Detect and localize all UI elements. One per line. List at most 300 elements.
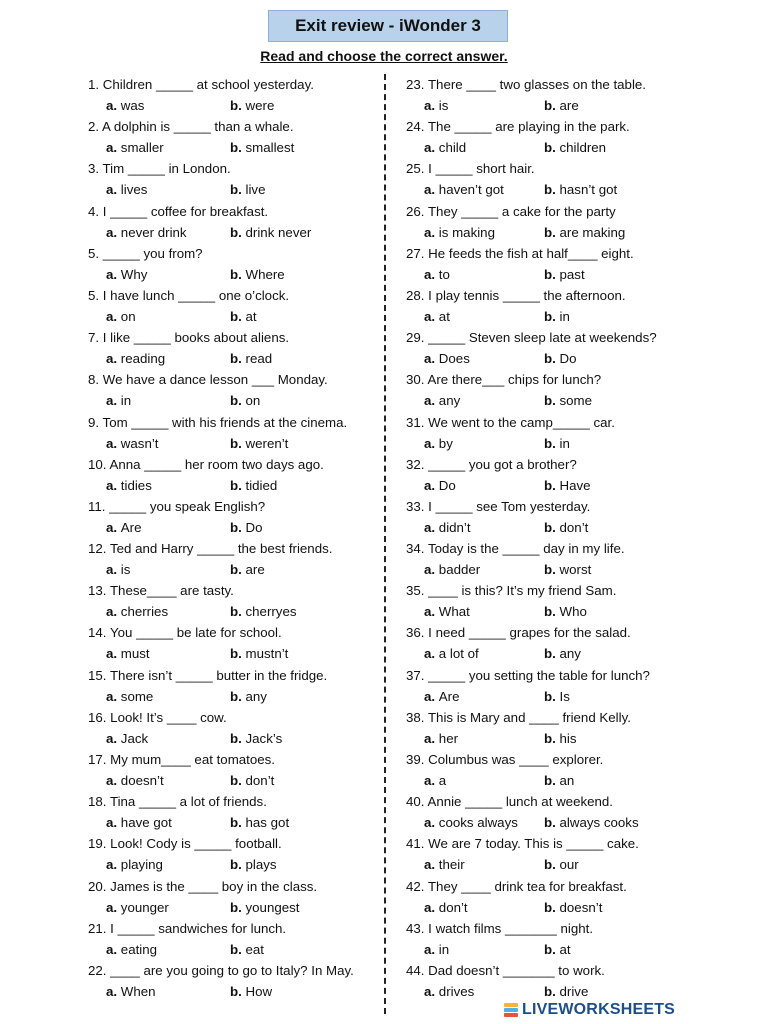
answer-options: [88, 686, 388, 707]
question-item: [88, 243, 388, 285]
question-item: [406, 369, 706, 411]
option-text: cherries: [120, 604, 169, 620]
option-letter: a.: [106, 730, 121, 746]
answer-option-b[interactable]: [544, 643, 581, 664]
answer-option-a[interactable]: [106, 222, 187, 243]
option-text: never drink: [120, 224, 187, 240]
answer-option-a[interactable]: [106, 643, 150, 664]
option-letter: a.: [106, 604, 121, 620]
question-stem: 7. I like _____ books about aliens.: [88, 330, 290, 346]
answer-options: [88, 95, 388, 116]
answer-option-a[interactable]: [106, 475, 152, 496]
answer-option-a[interactable]: [424, 686, 460, 707]
option-letter: a.: [424, 519, 439, 535]
answer-options: [88, 348, 388, 369]
answer-option-a[interactable]: [424, 222, 495, 243]
question-stem: 12. Ted and Harry _____ the best friends.: [88, 541, 333, 557]
question-stem: 33. I _____ see Tom yesterday.: [406, 498, 591, 514]
answer-option-b[interactable]: [544, 559, 591, 580]
option-letter: b.: [544, 351, 560, 367]
answer-option-a[interactable]: [424, 475, 456, 496]
answer-option-b[interactable]: [544, 348, 577, 369]
question-item: [88, 918, 388, 960]
answer-option-a[interactable]: [424, 348, 470, 369]
option-letter: b.: [544, 98, 560, 113]
answer-options: [88, 179, 388, 200]
option-text: didn’t: [438, 519, 471, 535]
answer-option-a[interactable]: [106, 770, 164, 791]
answer-option-b[interactable]: [544, 686, 570, 707]
option-letter: a.: [106, 815, 121, 831]
answer-options: [88, 390, 388, 411]
answer-options: [406, 179, 706, 200]
option-letter: a.: [424, 477, 439, 493]
option-text: at: [245, 308, 257, 324]
question-stem: 39. Columbus was ____ explorer.: [406, 752, 604, 767]
question-item: [88, 707, 388, 749]
option-letter: a.: [424, 899, 439, 915]
question-item: [406, 327, 706, 369]
option-text: tidied: [245, 477, 278, 493]
option-text: are: [245, 562, 265, 578]
option-letter: a.: [106, 224, 121, 240]
option-letter: a.: [424, 983, 439, 999]
option-letter: a.: [424, 224, 439, 240]
question-item: [406, 496, 706, 538]
option-text: are: [559, 98, 579, 113]
option-text: by: [438, 435, 453, 451]
answer-option-b[interactable]: [544, 433, 570, 454]
answer-option-a[interactable]: [106, 390, 131, 411]
option-letter: b.: [230, 351, 246, 367]
question-stem: 18. Tina _____ a lot of friends.: [88, 794, 267, 810]
option-letter: b.: [230, 773, 246, 788]
option-letter: a.: [106, 98, 121, 113]
answer-option-b[interactable]: [544, 179, 617, 200]
question-item: [88, 622, 388, 664]
answer-options: [406, 264, 706, 285]
question-item: [88, 833, 388, 875]
answer-option-b[interactable]: [544, 981, 588, 1002]
option-letter: a.: [106, 477, 121, 493]
option-letter: a.: [424, 604, 439, 620]
option-text: are making: [559, 224, 626, 240]
answer-options: [88, 306, 388, 327]
option-letter: a.: [424, 688, 439, 704]
answer-option-b[interactable]: [230, 306, 257, 327]
answer-options: [406, 728, 706, 749]
answer-options: [406, 686, 706, 707]
option-letter: a.: [106, 393, 121, 409]
option-letter: b.: [544, 308, 560, 324]
option-letter: a.: [424, 730, 439, 746]
question-stem: 5. _____ you from?: [88, 245, 203, 261]
option-letter: a.: [106, 140, 121, 156]
answer-option-a[interactable]: [106, 812, 172, 833]
option-text: playing: [120, 857, 163, 873]
question-item: [406, 707, 706, 749]
question-stem: 40. Annie _____ lunch at weekend.: [406, 794, 614, 810]
option-text: don’t: [438, 899, 468, 915]
answer-option-b[interactable]: [544, 854, 579, 875]
question-stem: 34. Today is the _____ day in my life.: [406, 541, 625, 557]
answer-option-a[interactable]: [106, 939, 157, 960]
answer-option-a[interactable]: [424, 643, 479, 664]
option-text: Is: [559, 688, 570, 704]
answer-options: [88, 897, 388, 918]
option-letter: a.: [424, 435, 439, 451]
answer-option-a[interactable]: [106, 981, 156, 1002]
answer-option-b[interactable]: [230, 222, 311, 243]
question-item: [406, 960, 706, 1002]
answer-option-b[interactable]: [230, 601, 297, 622]
question-item: [406, 74, 706, 116]
answer-option-b[interactable]: [230, 433, 288, 454]
question-stem: 21. I _____ sandwiches for lunch.: [88, 920, 287, 936]
option-letter: b.: [230, 435, 246, 451]
option-text: youngest: [245, 899, 300, 915]
left-question-column: [88, 74, 388, 1002]
option-text: Where: [245, 266, 285, 282]
answer-option-b[interactable]: [230, 854, 277, 875]
question-stem: 26. They _____ a cake for the party: [406, 203, 616, 219]
answer-options: [88, 137, 388, 158]
question-item: [88, 876, 388, 918]
option-letter: b.: [230, 477, 246, 493]
answer-option-a[interactable]: [106, 95, 144, 116]
option-text: live: [245, 182, 266, 198]
option-letter: a.: [424, 182, 439, 198]
option-text: Jack’s: [245, 730, 283, 746]
question-stem: 9. Tom _____ with his friends at the cinema.: [88, 414, 348, 430]
option-text: drives: [438, 983, 475, 999]
answer-option-b[interactable]: [544, 728, 577, 749]
option-letter: b.: [544, 983, 560, 999]
option-text: at: [438, 308, 450, 324]
answer-options: [406, 306, 706, 327]
question-item: [88, 285, 388, 327]
answer-option-b[interactable]: [230, 770, 274, 791]
option-letter: b.: [230, 266, 246, 282]
option-letter: b.: [544, 435, 560, 451]
question-stem: 42. They ____ drink tea for breakfast.: [406, 878, 627, 894]
answer-option-b[interactable]: [230, 95, 274, 116]
option-text: always cooks: [559, 815, 639, 831]
question-item: [406, 876, 706, 918]
option-text: don’t: [559, 519, 589, 535]
answer-option-b[interactable]: [230, 348, 272, 369]
question-stem: 43. I watch films _______ night.: [406, 920, 594, 936]
question-item: [88, 412, 388, 454]
option-text: hasn’t got: [559, 182, 618, 198]
option-text: some: [559, 393, 593, 409]
answer-option-a[interactable]: [424, 728, 458, 749]
answer-option-a[interactable]: [106, 179, 147, 200]
option-text: plays: [245, 857, 277, 873]
question-item: [406, 791, 706, 833]
answer-options: [406, 601, 706, 622]
answer-option-a[interactable]: [106, 559, 130, 580]
option-text: cooks always: [438, 815, 518, 831]
option-text: drink never: [245, 224, 312, 240]
option-text: reading: [120, 351, 166, 367]
option-letter: b.: [230, 182, 246, 198]
question-stem: 27. He feeds the fish at half____ eight.: [406, 245, 634, 261]
answer-option-a[interactable]: [424, 137, 466, 158]
option-letter: a.: [106, 182, 121, 198]
answer-options: [88, 475, 388, 496]
question-item: [88, 960, 388, 1002]
answer-options: [406, 812, 706, 833]
question-stem: 44. Dad doesn’t _______ to work.: [406, 962, 605, 978]
option-text: any: [559, 646, 581, 662]
option-text: a: [438, 773, 447, 788]
option-letter: b.: [230, 688, 246, 704]
option-letter: a.: [106, 266, 121, 282]
option-letter: b.: [230, 857, 246, 873]
option-letter: a.: [424, 308, 439, 324]
answer-options: [88, 939, 388, 960]
option-letter: a.: [424, 393, 439, 409]
answer-option-b[interactable]: [544, 390, 592, 411]
answer-option-a[interactable]: [424, 95, 448, 116]
question-item: [406, 116, 706, 158]
answer-option-b[interactable]: [230, 939, 264, 960]
answer-option-b[interactable]: [230, 643, 288, 664]
answer-options: [406, 95, 706, 116]
option-text: must: [120, 646, 150, 662]
option-text: Are: [120, 519, 142, 535]
option-text: have got: [120, 815, 172, 831]
option-letter: a.: [424, 857, 439, 873]
answer-option-b[interactable]: [544, 475, 591, 496]
answer-option-a[interactable]: [106, 686, 153, 707]
question-item: [406, 412, 706, 454]
option-text: some: [120, 688, 154, 704]
answer-option-a[interactable]: [424, 390, 460, 411]
answer-option-a[interactable]: [106, 728, 148, 749]
option-letter: b.: [230, 393, 246, 409]
option-letter: b.: [230, 562, 246, 578]
column-divider: [384, 74, 386, 1014]
answer-option-a[interactable]: [106, 137, 164, 158]
option-text: badder: [438, 562, 481, 578]
answer-option-b[interactable]: [230, 137, 294, 158]
option-text: eating: [120, 941, 158, 957]
answer-option-a[interactable]: [424, 854, 465, 875]
answer-option-b[interactable]: [230, 559, 265, 580]
answer-options: [88, 770, 388, 791]
answer-options: [406, 348, 706, 369]
option-text: doesn’t: [120, 773, 164, 788]
answer-options: [406, 475, 706, 496]
answer-option-a[interactable]: [106, 897, 169, 918]
answer-option-b[interactable]: [544, 770, 574, 791]
answer-option-b[interactable]: [230, 686, 267, 707]
answer-options: [88, 433, 388, 454]
question-item: [406, 622, 706, 664]
answer-option-b[interactable]: [544, 897, 602, 918]
option-letter: a.: [424, 646, 439, 662]
question-item: [88, 665, 388, 707]
question-stem: 5. I have lunch _____ one o’clock.: [88, 287, 290, 303]
option-text: read: [245, 351, 273, 367]
answer-options: [88, 728, 388, 749]
option-text: younger: [120, 899, 169, 915]
question-item: [88, 791, 388, 833]
answer-option-b[interactable]: [230, 179, 265, 200]
question-item: [88, 201, 388, 243]
answer-option-b[interactable]: [230, 812, 289, 833]
answer-option-b[interactable]: [544, 222, 625, 243]
liveworksheets-logo-icon: [504, 1003, 518, 1017]
question-stem: 17. My mum____ eat tomatoes.: [88, 752, 275, 767]
answer-option-a[interactable]: [106, 517, 142, 538]
answer-option-a[interactable]: [424, 306, 450, 327]
option-text: on: [120, 308, 136, 324]
answer-option-a[interactable]: [106, 433, 159, 454]
answer-options: [88, 517, 388, 538]
answer-option-a[interactable]: [106, 306, 136, 327]
answer-option-a[interactable]: [424, 897, 468, 918]
answer-option-a[interactable]: [424, 981, 474, 1002]
option-letter: b.: [230, 308, 246, 324]
option-letter: b.: [544, 857, 560, 873]
answer-option-a[interactable]: [424, 264, 450, 285]
question-stem: 2. A dolphin is _____ than a whale.: [88, 119, 294, 135]
option-letter: b.: [230, 98, 246, 113]
option-text: a lot of: [438, 646, 479, 662]
option-letter: a.: [106, 435, 121, 451]
answer-options: [406, 854, 706, 875]
question-item: [88, 496, 388, 538]
question-stem: 30. Are there___ chips for lunch?: [406, 372, 602, 388]
answer-option-a[interactable]: [106, 601, 168, 622]
option-text: weren’t: [245, 435, 289, 451]
option-text: What: [438, 604, 470, 620]
question-item: [88, 158, 388, 200]
option-letter: b.: [544, 182, 560, 198]
option-text: smaller: [120, 140, 164, 156]
question-stem: 3. Tim _____ in London.: [88, 161, 231, 177]
answer-option-a[interactable]: [424, 939, 449, 960]
option-text: Have: [559, 477, 591, 493]
option-letter: b.: [230, 224, 246, 240]
answer-option-b[interactable]: [544, 306, 570, 327]
option-text: smallest: [245, 140, 295, 156]
option-text: has got: [245, 815, 290, 831]
answer-option-a[interactable]: [106, 264, 147, 285]
worksheet-title: Exit review - iWonder 3: [268, 10, 508, 42]
answer-option-b[interactable]: [230, 475, 277, 496]
answer-option-a[interactable]: [424, 559, 480, 580]
option-letter: a.: [106, 773, 121, 788]
option-text: doesn’t: [559, 899, 603, 915]
option-text: was: [120, 98, 145, 113]
option-letter: b.: [544, 730, 560, 746]
option-letter: a.: [106, 308, 121, 324]
option-text: her: [438, 730, 459, 746]
option-text: past: [559, 266, 585, 282]
answer-option-b[interactable]: [230, 897, 299, 918]
question-stem: 1. Children _____ at school yesterday.: [88, 77, 314, 92]
answer-option-b[interactable]: [544, 264, 585, 285]
option-text: on: [245, 393, 261, 409]
answer-option-a[interactable]: [424, 770, 446, 791]
answer-options: [88, 812, 388, 833]
answer-option-b[interactable]: [230, 264, 285, 285]
option-letter: a.: [106, 688, 121, 704]
answer-option-a[interactable]: [424, 433, 453, 454]
option-letter: b.: [544, 393, 560, 409]
option-letter: b.: [544, 224, 560, 240]
question-item: [88, 369, 388, 411]
option-letter: b.: [230, 519, 246, 535]
answer-options: [406, 643, 706, 664]
option-letter: b.: [230, 646, 246, 662]
option-letter: a.: [106, 983, 121, 999]
question-stem: 41. We are 7 today. This is _____ cake.: [406, 836, 639, 852]
option-text: tidies: [120, 477, 152, 493]
question-item: [88, 538, 388, 580]
question-item: [406, 454, 706, 496]
answer-options: [88, 559, 388, 580]
option-letter: b.: [544, 815, 560, 831]
answer-option-a[interactable]: [424, 179, 504, 200]
answer-options: [406, 897, 706, 918]
option-letter: b.: [230, 730, 246, 746]
option-text: an: [559, 773, 575, 788]
option-text: any: [438, 393, 461, 409]
answer-option-b[interactable]: [544, 939, 571, 960]
answer-option-b[interactable]: [544, 95, 579, 116]
answer-option-b[interactable]: [230, 728, 282, 749]
answer-options: [406, 517, 706, 538]
option-letter: a.: [106, 646, 121, 662]
liveworksheets-logo: [504, 1000, 675, 1020]
answer-option-b[interactable]: [544, 517, 588, 538]
option-text: Do: [438, 477, 456, 493]
answer-option-b[interactable]: [230, 981, 272, 1002]
answer-option-a[interactable]: [424, 601, 470, 622]
answer-option-b[interactable]: [544, 601, 587, 622]
option-letter: b.: [544, 604, 560, 620]
question-stem: 15. There isn’t _____ butter in the fridge.: [88, 667, 328, 683]
option-text: is making: [438, 224, 495, 240]
option-text: Do: [245, 519, 263, 535]
answer-option-b[interactable]: [230, 517, 263, 538]
question-item: [406, 158, 706, 200]
question-stem: 23. There ____ two glasses on the table.: [406, 77, 646, 92]
option-text: don’t: [245, 773, 275, 788]
answer-option-a[interactable]: [424, 517, 471, 538]
answer-options: [406, 390, 706, 411]
option-letter: b.: [544, 562, 560, 578]
answer-option-a[interactable]: [106, 348, 165, 369]
option-text: at: [559, 941, 571, 957]
answer-option-b[interactable]: [544, 812, 639, 833]
answer-option-b[interactable]: [230, 390, 260, 411]
option-letter: a.: [106, 519, 121, 535]
answer-option-a[interactable]: [106, 854, 163, 875]
answer-option-a[interactable]: [424, 812, 518, 833]
answer-options: [88, 222, 388, 243]
answer-option-b[interactable]: [544, 137, 606, 158]
question-stem: 8. We have a dance lesson ___ Monday.: [88, 372, 328, 388]
option-letter: b.: [544, 140, 560, 156]
question-item: [406, 243, 706, 285]
answer-options: [406, 559, 706, 580]
